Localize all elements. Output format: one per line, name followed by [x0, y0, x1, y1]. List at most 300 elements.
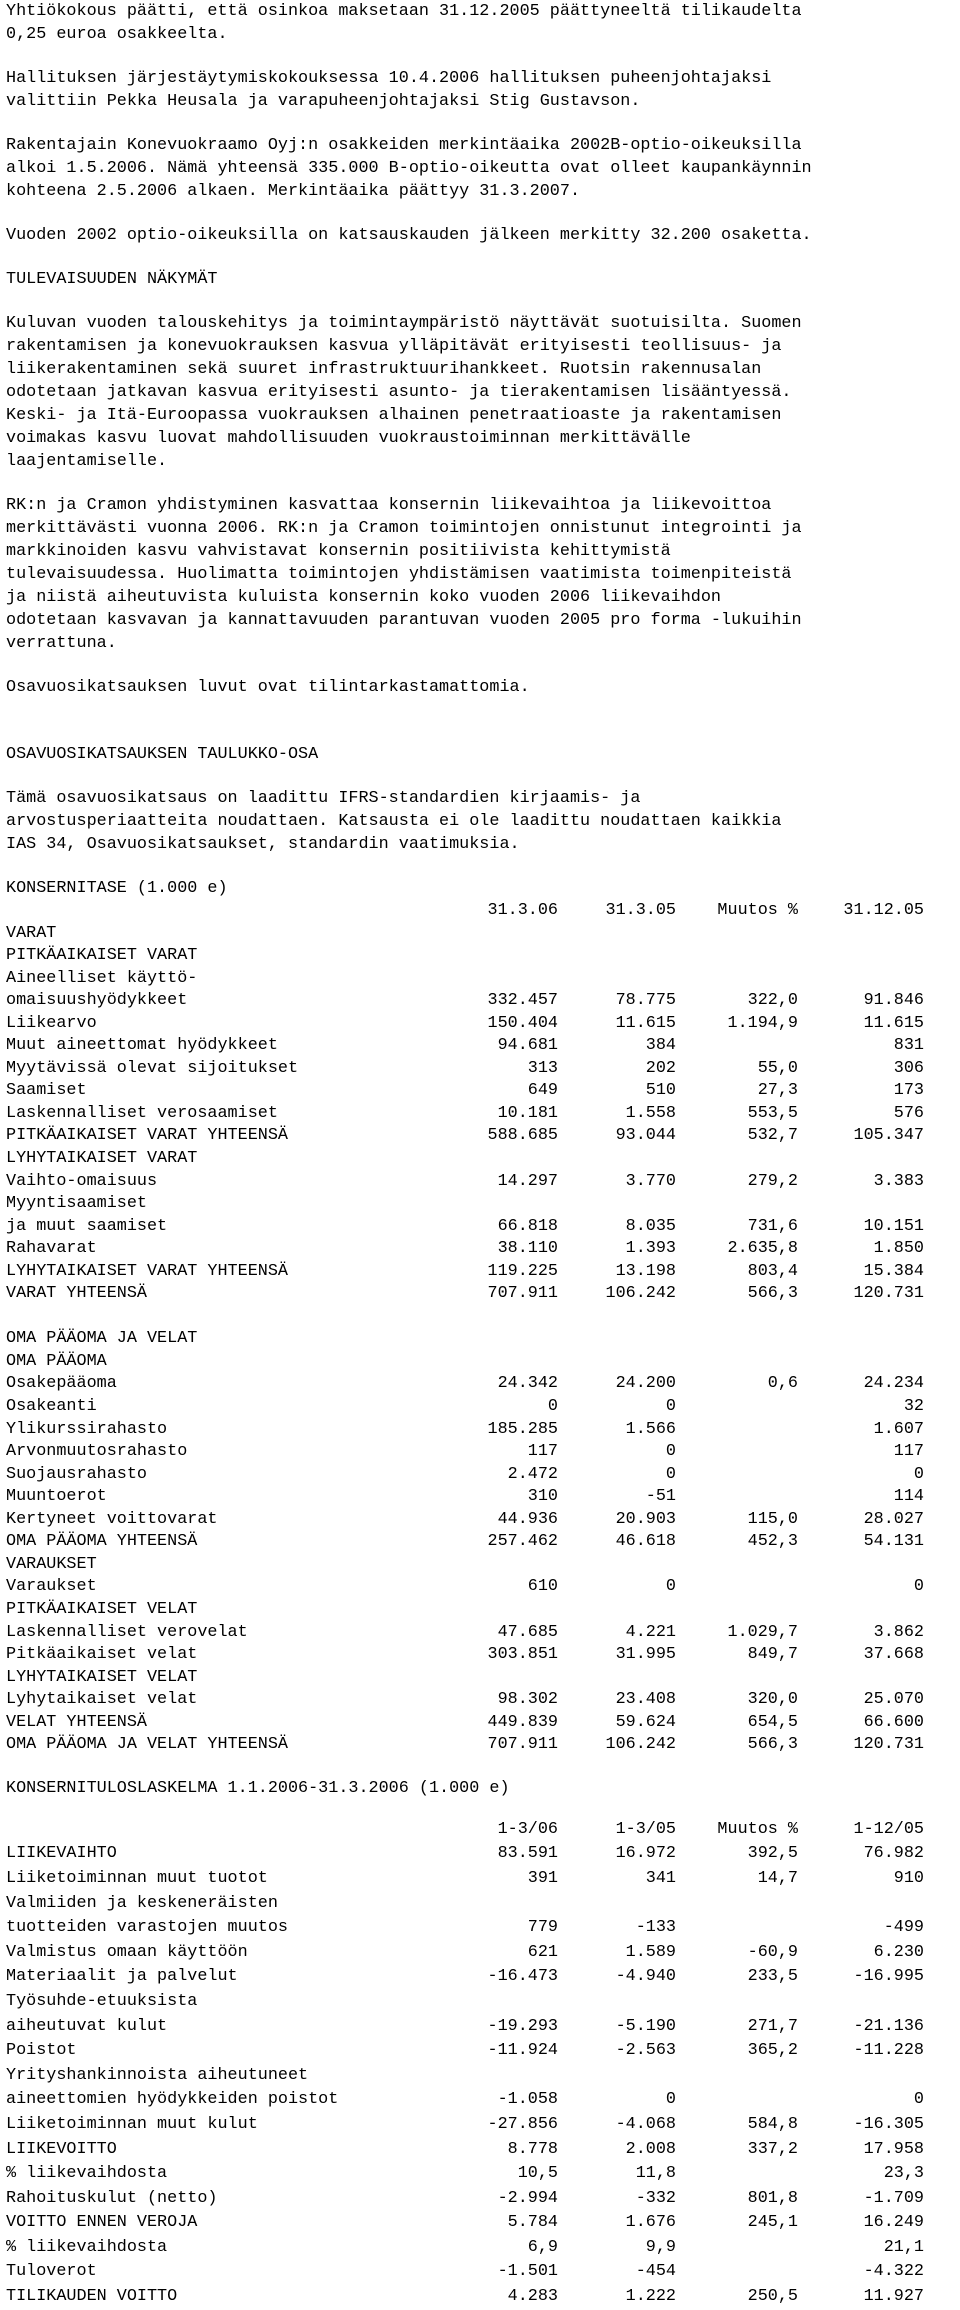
- table-row: [6, 1103, 924, 1126]
- cell-value: [446, 1892, 558, 1917]
- cell-value: 1.850: [873, 1239, 924, 1259]
- table-row: [6, 1599, 924, 1622]
- table-row: [6, 2088, 924, 2113]
- cell-value: [446, 1306, 558, 1329]
- cell-value: 202: [645, 1058, 676, 1078]
- cell-value: 106.242: [605, 1284, 676, 1304]
- row-label: Liikearvo: [6, 1013, 97, 1033]
- table-row: [6, 2113, 924, 2138]
- cell-value: 1.393: [625, 1239, 676, 1259]
- row-label: Kertyneet voittovarat: [6, 1509, 218, 1529]
- cell-value: 610: [527, 1577, 558, 1597]
- cell-value: 6.230: [873, 1942, 924, 1962]
- cell-value: 114: [893, 1487, 924, 1507]
- table-row: [6, 1419, 924, 1442]
- row-label: Vaihto-omaisuus: [6, 1171, 158, 1191]
- cell-value: 25.070: [863, 1690, 924, 1710]
- row-label: [6, 1306, 446, 1329]
- text-line: Kuluvan vuoden talouskehitys ja toimintaympäristö näyttävät suotuisilta. Suomen: [6, 314, 802, 333]
- text-line: Keski- ja Itä-Euroopassa vuokrauksen alhainen penetraatioaste ja rakentamisen: [6, 406, 782, 425]
- table-header-row: [6, 1818, 924, 1843]
- cell-value: -4.068: [615, 2114, 676, 2134]
- table-row: [6, 990, 924, 1013]
- table-row: [6, 1035, 924, 1058]
- row-label: [6, 1818, 446, 1843]
- table-row: [6, 1644, 924, 1667]
- section-heading: TULEVAISUUDEN NÄKYMÄT: [6, 270, 218, 289]
- cell-value: 16.249: [863, 2213, 924, 2233]
- cell-value: [446, 968, 558, 991]
- cell-value: -454: [635, 2262, 676, 2282]
- cell-value: 9,9: [645, 2237, 676, 2257]
- cell-value: 24.234: [863, 1374, 924, 1394]
- cell-value: -4.940: [615, 1967, 676, 1987]
- cell-value: 76.982: [863, 1844, 924, 1864]
- cell-value: 11.615: [615, 1013, 676, 1033]
- table-row: [6, 2187, 924, 2212]
- row-label: Osakeanti: [6, 1397, 97, 1417]
- row-label: aineettomien hyödykkeiden poistot: [6, 2090, 339, 2110]
- cell-value: [798, 1306, 924, 1329]
- table-row: [6, 1306, 924, 1329]
- cell-value: 94.681: [497, 1036, 558, 1056]
- table-row: [6, 1554, 924, 1577]
- cell-value: 4.221: [625, 1622, 676, 1642]
- row-label: LYHYTAIKAISET VARAT YHTEENSÄ: [6, 1261, 288, 1281]
- cell-value: 3.383: [873, 1171, 924, 1191]
- cell-value: 13.198: [615, 1261, 676, 1281]
- cell-value: -51: [645, 1487, 676, 1507]
- cell-value: 1-3/06: [497, 1819, 558, 1839]
- ifrs-paragraph: [6, 787, 960, 856]
- cell-value: [446, 923, 558, 946]
- table-row: [6, 1486, 924, 1509]
- text-line: kohteena 2.5.2006 alkaen. Merkintäaika päättyy 31.3.2007.: [6, 182, 581, 201]
- cell-value: 313: [527, 1058, 558, 1078]
- text-line: markkinoiden kasvu vahvistavat konsernin positiivista kehittymistä: [6, 542, 671, 561]
- table-row: [6, 1216, 924, 1239]
- row-label: Liiketoiminnan muut tuotot: [6, 1868, 268, 1888]
- cell-value: [558, 968, 676, 991]
- row-label: tuotteiden varastojen muutos: [6, 1918, 288, 1938]
- table-row: [6, 1125, 924, 1148]
- cell-value: 185.285: [487, 1419, 558, 1439]
- cell-value: 5.784: [507, 2213, 558, 2233]
- table-row: [6, 945, 924, 968]
- cell-value: 0,6: [767, 1374, 798, 1394]
- row-label: Arvonmuutosrahasto: [6, 1442, 188, 1462]
- cell-value: 91.846: [863, 991, 924, 1011]
- cell-value: 341: [645, 1868, 676, 1888]
- cell-value: [676, 1486, 798, 1509]
- table-row: [6, 2039, 924, 2064]
- table-title: KONSERNITULOSLASKELMA 1.1.2006-31.3.2006 (1.000 e): [6, 1778, 510, 1798]
- cell-value: 117: [893, 1442, 924, 1462]
- cell-value: [676, 1035, 798, 1058]
- table-row: [6, 1622, 924, 1645]
- cell-value: [446, 1990, 558, 2015]
- cell-value: [558, 1667, 676, 1690]
- cell-value: 10.151: [863, 1216, 924, 1236]
- cell-value: 6,9: [527, 2237, 558, 2257]
- row-label: Yrityshankinnoista aiheutuneet: [6, 2065, 309, 2085]
- table-row: [6, 2138, 924, 2163]
- cell-value: 510: [645, 1081, 676, 1101]
- cell-value: 31.995: [615, 1645, 676, 1665]
- text-line: Rakentajain Konevuokraamo Oyj:n osakkeiden merkintäaika 2002B-optio-oikeuksilla: [6, 136, 802, 155]
- cell-value: [558, 2064, 676, 2089]
- table-row: [6, 1965, 924, 1990]
- table-row: [6, 2236, 924, 2261]
- cell-value: [676, 2162, 798, 2187]
- table-row: [6, 1373, 924, 1396]
- table-row: [6, 2015, 924, 2040]
- cell-value: -60,9: [747, 1942, 798, 1962]
- row-label: TILIKAUDEN VOITTO: [6, 2287, 178, 2307]
- table-row: [6, 1013, 924, 1036]
- cell-value: -1.501: [497, 2262, 558, 2282]
- cell-value: [446, 2064, 558, 2089]
- cell-value: [446, 1599, 558, 1622]
- cell-value: 55,0: [757, 1058, 798, 1078]
- cell-value: [676, 1990, 798, 2015]
- row-label: LIIKEVAIHTO: [6, 1844, 117, 1864]
- cell-value: 37.668: [863, 1645, 924, 1665]
- cell-value: -499: [883, 1918, 924, 1938]
- table-row: [6, 1171, 924, 1194]
- cell-value: 10,5: [517, 2164, 558, 2184]
- table-row: [6, 2285, 924, 2310]
- row-label: [6, 900, 446, 923]
- row-label: Varaukset: [6, 1577, 97, 1597]
- cell-value: [558, 923, 676, 946]
- cell-value: 707.911: [487, 1735, 558, 1755]
- cell-value: -11.924: [487, 2041, 558, 2061]
- cell-value: 566,3: [747, 1735, 798, 1755]
- table-row: [6, 1867, 924, 1892]
- cell-value: 731,6: [747, 1216, 798, 1236]
- cell-value: 173: [893, 1081, 924, 1101]
- cell-value: 78.775: [615, 991, 676, 1011]
- table-part-heading: [6, 743, 960, 766]
- row-label: Muuntoerot: [6, 1487, 107, 1507]
- cell-value: -11.228: [853, 2041, 924, 2061]
- cell-value: [798, 1328, 924, 1351]
- cell-value: 17.958: [863, 2139, 924, 2159]
- cell-value: [558, 1892, 676, 1917]
- cell-value: [798, 923, 924, 946]
- row-label: VARAT YHTEENSÄ: [6, 1284, 147, 1304]
- cell-value: 115,0: [747, 1509, 798, 1529]
- cell-value: 3.862: [873, 1622, 924, 1642]
- cell-value: 0: [665, 1397, 676, 1417]
- cell-value: [676, 2260, 798, 2285]
- cell-value: [798, 1193, 924, 1216]
- cell-value: [676, 1328, 798, 1351]
- text-line: 0,25 euroa osakkeelta.: [6, 25, 228, 44]
- cell-value: 31.3.06: [487, 901, 558, 920]
- cell-value: 0: [665, 1442, 676, 1462]
- row-label: % liikevaihdosta: [6, 2237, 168, 2257]
- cell-value: 910: [893, 1868, 924, 1888]
- cell-value: Muutos %: [717, 1819, 798, 1839]
- cell-value: 391: [527, 1868, 558, 1888]
- table-row: [6, 1531, 924, 1554]
- cell-value: 654,5: [747, 1712, 798, 1732]
- row-label: aiheutuvat kulut: [6, 2016, 168, 2036]
- cell-value: 322,0: [747, 991, 798, 1011]
- cell-value: [676, 1148, 798, 1171]
- cell-value: 245,1: [747, 2213, 798, 2233]
- text-line: valittiin Pekka Heusala ja varapuheenjohtajaksi Stig Gustavson.: [6, 92, 641, 111]
- text-line: RK:n ja Cramon yhdistyminen kasvattaa konsernin liikevaihtoa ja liikevoittoa: [6, 496, 772, 515]
- text-line: laajentamiselle.: [6, 452, 168, 471]
- text-line: alkoi 1.5.2006. Nämä yhteensä 335.000 B-optio-oikeutta ovat olleet kaupankäynnin: [6, 159, 812, 178]
- cell-value: [676, 1351, 798, 1374]
- cell-value: 337,2: [747, 2139, 798, 2159]
- text-line: Osavuosikatsauksen luvut ovat tilintarkastamattomia.: [6, 678, 530, 697]
- cell-value: 83.591: [497, 1844, 558, 1864]
- row-label: LIIKEVOITTO: [6, 2139, 117, 2159]
- cell-value: [798, 945, 924, 968]
- option-paragraph: [6, 134, 960, 203]
- cell-value: 28.027: [863, 1509, 924, 1529]
- cell-value: 2.008: [625, 2139, 676, 2159]
- row-label: % liikevaihdosta: [6, 2164, 168, 2184]
- row-label: Myytävissä olevat sijoitukset: [6, 1058, 299, 1078]
- balance-sheet-table: [6, 900, 924, 1757]
- row-label: Tuloverot: [6, 2262, 97, 2282]
- table-row: [6, 1509, 924, 1532]
- cell-value: 365,2: [747, 2041, 798, 2061]
- cell-value: [558, 1306, 676, 1329]
- cell-value: 306: [893, 1058, 924, 1078]
- row-label: VOITTO ENNEN VEROJA: [6, 2213, 198, 2233]
- cell-value: [676, 2236, 798, 2261]
- cell-value: [676, 1396, 798, 1419]
- text-line: rakentamisen ja konevuokrauksen kasvua ylläpitävät erityisesti teollisuus- ja: [6, 337, 782, 356]
- row-label: LYHYTAIKAISET VELAT: [6, 1667, 198, 1687]
- table-row: [6, 923, 924, 946]
- cell-value: [676, 1892, 798, 1917]
- cell-value: 449.839: [487, 1712, 558, 1732]
- cell-value: 31.3.05: [605, 901, 676, 920]
- table-header-row: [6, 900, 924, 923]
- row-label: omaisuushyödykkeet: [6, 991, 188, 1011]
- cell-value: -2.563: [615, 2041, 676, 2061]
- cell-value: -19.293: [487, 2016, 558, 2036]
- cell-value: 779: [527, 1918, 558, 1938]
- cell-value: 257.462: [487, 1532, 558, 1552]
- option-after-paragraph: [6, 224, 960, 247]
- text-line: Vuoden 2002 optio-oikeuksilla on katsauskauden jälkeen merkitty 32.200 osaketta.: [6, 226, 812, 245]
- cell-value: [676, 1193, 798, 1216]
- row-label: Muut aineettomat hyödykkeet: [6, 1036, 278, 1056]
- cell-value: [446, 1148, 558, 1171]
- row-label: PITKÄAIKAISET VARAT: [6, 946, 198, 966]
- cell-value: [676, 1464, 798, 1487]
- table-row: [6, 1941, 924, 1966]
- row-label: Pitkäaikaiset velat: [6, 1645, 198, 1665]
- cell-value: 93.044: [615, 1126, 676, 1146]
- table-row: [6, 1712, 924, 1735]
- cell-value: [676, 1306, 798, 1329]
- cell-value: 849,7: [747, 1645, 798, 1665]
- cell-value: [558, 1328, 676, 1351]
- cell-value: 119.225: [487, 1261, 558, 1281]
- table-row: [6, 1058, 924, 1081]
- row-label: Laskennalliset verovelat: [6, 1622, 248, 1642]
- cell-value: 120.731: [853, 1284, 924, 1304]
- cell-value: 803,4: [747, 1261, 798, 1281]
- cell-value: 271,7: [747, 2016, 798, 2036]
- text-line: IAS 34, Osavuosikatsaukset, standardin vaatimuksia.: [6, 835, 520, 854]
- cell-value: 1.589: [625, 1942, 676, 1962]
- cell-value: 15.384: [863, 1261, 924, 1281]
- row-label: Saamiset: [6, 1081, 87, 1101]
- cell-value: [446, 1328, 558, 1351]
- cell-value: 24.200: [615, 1374, 676, 1394]
- table-row: [6, 1892, 924, 1917]
- cell-value: Muutos %: [717, 901, 798, 920]
- cell-value: 553,5: [747, 1103, 798, 1123]
- table-row: [6, 2162, 924, 2187]
- row-label: LYHYTAIKAISET VARAT: [6, 1149, 198, 1169]
- cell-value: 32: [903, 1397, 924, 1417]
- table-row: [6, 1351, 924, 1374]
- cell-value: 588.685: [487, 1126, 558, 1146]
- cell-value: [676, 2088, 798, 2113]
- cell-value: 279,2: [747, 1171, 798, 1191]
- row-label: Aineelliset käyttö-: [6, 968, 198, 988]
- text-line: voimakas kasvu luovat mahdollisuuden vuokraustoiminnan merkittävälle: [6, 429, 691, 448]
- cell-value: 1-3/05: [615, 1819, 676, 1839]
- row-label: PITKÄAIKAISET VARAT YHTEENSÄ: [6, 1126, 288, 1146]
- cell-value: 47.685: [497, 1622, 558, 1642]
- cell-value: 303.851: [487, 1645, 558, 1665]
- cell-value: 14,7: [757, 1868, 798, 1888]
- table-row: [6, 1990, 924, 2015]
- cell-value: 0: [913, 1577, 924, 1597]
- row-label: Ylikurssirahasto: [6, 1419, 168, 1439]
- cell-value: [798, 1892, 924, 1917]
- table-row: [6, 1441, 924, 1464]
- audit-paragraph: [6, 676, 960, 699]
- text-line: odotetaan jatkavan kasvua erityisesti asunto- ja tierakentamisen lisääntyessä.: [6, 383, 792, 402]
- text-line: arvostusperiaatteita noudattaen. Katsausta ei ole laadittu noudattaen kaikkia: [6, 812, 782, 831]
- cell-value: 16.972: [615, 1844, 676, 1864]
- table-row: [6, 1193, 924, 1216]
- cell-value: 233,5: [747, 1967, 798, 1987]
- cell-value: 649: [527, 1081, 558, 1101]
- cell-value: [798, 1667, 924, 1690]
- cell-value: -1.058: [497, 2090, 558, 2110]
- table-row: [6, 1916, 924, 1941]
- cell-value: 1.029,7: [727, 1622, 798, 1642]
- cell-value: -133: [635, 1918, 676, 1938]
- row-label: Materiaalit ja palvelut: [6, 1967, 238, 1987]
- cell-value: 23.408: [615, 1690, 676, 1710]
- table-row: [6, 2064, 924, 2089]
- row-label: PITKÄAIKAISET VELAT: [6, 1599, 198, 1619]
- cell-value: [446, 1667, 558, 1690]
- cell-value: [798, 968, 924, 991]
- row-label: VARAUKSET: [6, 1554, 97, 1574]
- cell-value: [676, 1916, 798, 1941]
- cell-value: 384: [645, 1036, 676, 1056]
- income-statement-table: [6, 1818, 924, 2310]
- cell-value: [798, 1351, 924, 1374]
- cell-value: 11.927: [863, 2287, 924, 2307]
- cell-value: [558, 1193, 676, 1216]
- cell-value: -16.473: [487, 1967, 558, 1987]
- cell-value: [446, 1554, 558, 1577]
- balance-title: [6, 877, 960, 900]
- cell-value: [676, 945, 798, 968]
- row-label: OMA PÄÄOMA: [6, 1351, 107, 1371]
- cell-value: 44.936: [497, 1509, 558, 1529]
- text-line: ja niistä aiheutuvista kuluista konsernin koko vuoden 2006 liikevaihdon: [6, 588, 721, 607]
- text-line: merkittävästi vuonna 2006. RK:n ja Cramon toimintojen onnistunut integrointi ja: [6, 519, 802, 538]
- table-row: [6, 1148, 924, 1171]
- cell-value: 831: [893, 1036, 924, 1056]
- income-title: [6, 1777, 960, 1800]
- row-label: Myyntisaamiset: [6, 1194, 147, 1214]
- table-row: [6, 1576, 924, 1599]
- row-label: OMA PÄÄOMA JA VELAT: [6, 1329, 198, 1349]
- table-row: [6, 2211, 924, 2236]
- cell-value: [558, 1351, 676, 1374]
- row-label: VARAT: [6, 923, 57, 943]
- cell-value: -1.709: [863, 2188, 924, 2208]
- cell-value: 2.635,8: [727, 1239, 798, 1259]
- cell-value: [798, 2064, 924, 2089]
- row-label: Suojausrahasto: [6, 1464, 147, 1484]
- cell-value: 621: [527, 1942, 558, 1962]
- cell-value: 1.558: [625, 1103, 676, 1123]
- cell-value: 24.342: [497, 1374, 558, 1394]
- table-row: [6, 1464, 924, 1487]
- cell-value: 1-12/05: [853, 1819, 924, 1839]
- cell-value: 4.283: [507, 2287, 558, 2307]
- row-label: Työsuhde-etuuksista: [6, 1991, 198, 2011]
- cell-value: 332.457: [487, 991, 558, 1011]
- cell-value: 98.302: [497, 1690, 558, 1710]
- cell-value: 1.566: [625, 1419, 676, 1439]
- row-label: Liiketoiminnan muut kulut: [6, 2114, 258, 2134]
- cell-value: 59.624: [615, 1712, 676, 1732]
- cell-value: 1.676: [625, 2213, 676, 2233]
- cell-value: [676, 1419, 798, 1442]
- cell-value: [558, 1148, 676, 1171]
- cell-value: 8.778: [507, 2139, 558, 2159]
- cell-value: [676, 1554, 798, 1577]
- table-row: [6, 1283, 924, 1306]
- cell-value: [676, 968, 798, 991]
- row-label: VELAT YHTEENSÄ: [6, 1712, 147, 1732]
- cell-value: [676, 1667, 798, 1690]
- cell-value: 150.404: [487, 1013, 558, 1033]
- table-title: KONSERNITASE (1.000 e): [6, 879, 228, 898]
- cell-value: [798, 1554, 924, 1577]
- table-row: [6, 1328, 924, 1351]
- cell-value: 1.607: [873, 1419, 924, 1439]
- cell-value: 392,5: [747, 1844, 798, 1864]
- cell-value: [676, 923, 798, 946]
- table-row: [6, 1396, 924, 1419]
- text-line: Hallituksen järjestäytymiskokouksessa 10.4.2006 hallituksen puheenjohtajaksi: [6, 69, 772, 88]
- cell-value: 0: [547, 1397, 558, 1417]
